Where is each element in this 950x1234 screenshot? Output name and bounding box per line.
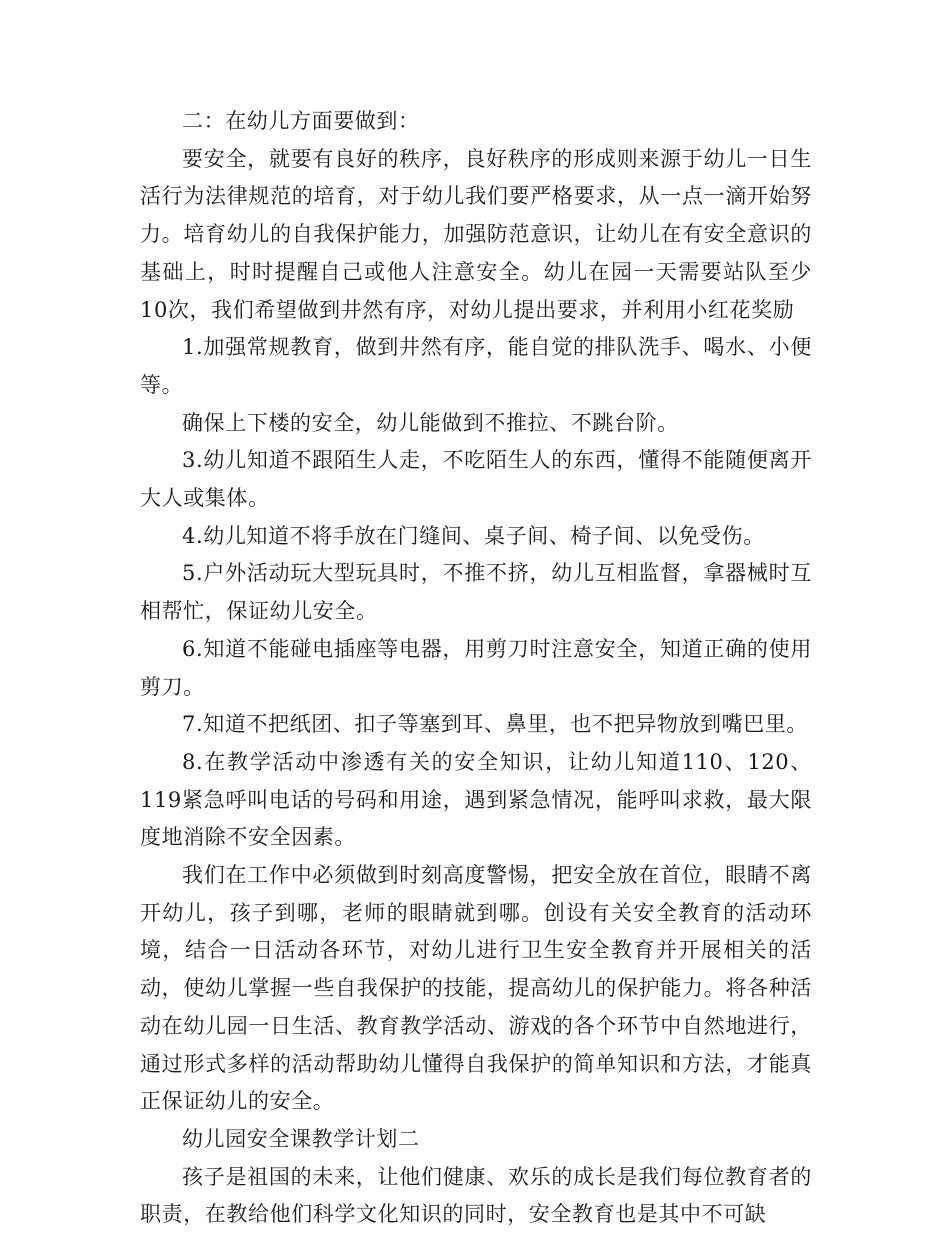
list-item-4: 4.幼儿知道不将手放在门缝间、桌子间、椅子间、以免受伤。 xyxy=(182,523,765,548)
list-item-6: 6.知道不能碰电插座等电器，用剪刀时注意安全，知道正确的使用剪刀。 xyxy=(140,636,812,699)
plan-two-title: 幼儿园安全课教学计划二 xyxy=(182,1126,420,1151)
list-item-2: 确保上下楼的安全，幼儿能做到不推拉、不跳台阶。 xyxy=(182,410,679,435)
list-item-3: 3.幼儿知道不跟陌生人走，不吃陌生人的东西，懂得不能随便离开大人或集体。 xyxy=(140,448,812,511)
list-item-1: 1.加强常规教育，做到井然有序，能自觉的排队洗手、喝水、小便等。 xyxy=(140,335,812,397)
summary-paragraph: 我们在工作中必须做到时刻高度警惕，把安全放在首位，眼睛不离开幼儿，孩子到哪，老师的眼睛就到哪。创设有关安全教育的活动环境，结合一日活动各环节，对幼儿进行卫生安全教育并开展相关的活动，使幼儿掌握一些自我保护的技能，提高幼儿的保护能力。将各种活动在幼儿园一日生活、教育教学活动、游戏的各个环节中自然地进行，通过形式多样的活动帮助幼儿懂得自我保护的简单知识和方法，才能真正保证幼儿的安全。 xyxy=(140,863,812,1114)
list-item-5: 5.户外活动玩大型玩具时，不推不挤，幼儿互相监督，拿器械时互相帮忙，保证幼儿安全。 xyxy=(140,561,812,624)
document-page xyxy=(140,103,812,1234)
plan-two-intro-paragraph: 孩子是祖国的未来，让他们健康、欢乐的成长是我们每位教育者的职责，在教给他们科学文化知识的同时，安全教育也是其中不可缺 xyxy=(140,1164,812,1227)
list-item-8: 8.在教学活动中渗透有关的安全知识，让幼儿知道110、120、119紧急呼叫电话的号码和用途，遇到紧急情况，能呼叫求救，最大限度地消除不安全因素。 xyxy=(140,749,812,850)
intro-paragraph: 要安全，就要有良好的秩序，良好秩序的形成则来源于幼儿一日生活行为法律规范的培育，对于幼儿我们要严格要求，从一点一滴开始努力。培育幼儿的自我保护能力，加强防范意识，让幼儿在有安全意识的基础上，时时提醒自己或他人注意安全。幼儿在园一天需要站队至少10次，我们希望做到井然有序，对幼儿提出要求，并利用小红花奖励 xyxy=(140,146,812,322)
list-item-7: 7.知道不把纸团、扣子等塞到耳、鼻里，也不把异物放到嘴巴里。 xyxy=(182,712,809,737)
section-heading: 二：在幼儿方面要做到： xyxy=(182,109,420,133)
